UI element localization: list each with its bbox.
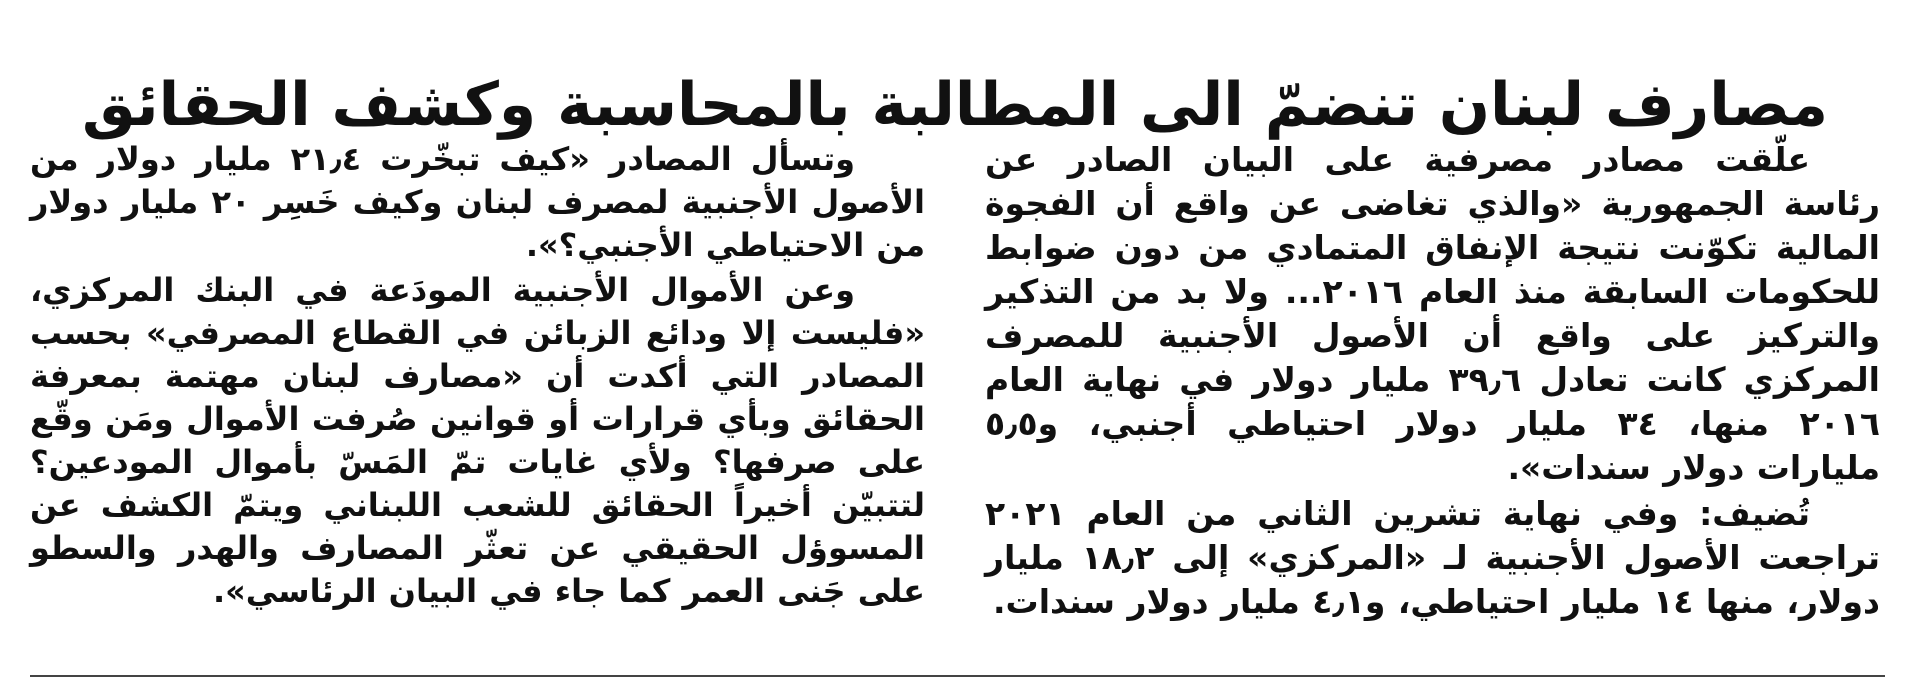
paragraph: وعن الأموال الأجنبية المودَعة في البنك المركزي، «فليست إلا ودائع الزبائن في القطاع المصرفي» بحسب المصادر التي أكدت أن «مصارف لبنان مهتمة بمعرفة الحقائق وبأي قرارات أو قوانين صُرفت الأموال ومَن وقّع على صرفها؟ ولأي غايات تمّ المَسّ بأموال المودعين؟ لتتبيّن أخيراً الحقائق للشعب اللبناني ويتمّ الكشف عن المسوؤل الحقيقي عن تعثّر المصارف والهدر والسطو على جَنى العمر كما جاء في البيان الرئاسي». [30,271,925,610]
headline: مصارف لبنان تنضمّ الى المطالبة بالمحاسبة وكشف الحقائق [81,70,1829,141]
paragraph: علّقت مصادر مصرفية على البيان الصادر عن رئاسة الجمهورية «والذي تغاضى عن واقع أن الفجوة المالية تكوّنت نتيجة الإنفاق المتمادي من دون ضوابط للحكومات السابقة منذ العام ٢٠١٦... ولا بد من التذكير والتركيز على واقع أن الأصول الأجنبية للمصرف المركزي كانت تعادل ٣٩٫٦ مليار دولار في نهاية العام ٢٠١٦ منها، ٣٤ مليار دولار احتياطي أجنبي، و٥٫٥ مليارات دولار سندات». [985,140,1881,487]
paragraph: وتسأل المصادر «كيف تبخّرت ٢١٫٤ مليار دولار من الأصول الأجنبية لمصرف لبنان وكيف خَسِر ٢٠ مليار دولار من الاحتياطي الأجنبي؟». [30,140,925,264]
article-column-right [985,138,1880,624]
article-column-left [30,138,925,613]
bottom-divider [30,675,1885,677]
paragraph: تُضيف: وفي نهاية تشرين الثاني من العام ٢٠٢١ تراجعت الأصول الأجنبية لـ «المركزي» إلى ١٨٫٢ مليار دولار، منها ١٤ مليار احتياطي، و٤٫١ مليار دولار سندات. [985,494,1880,621]
